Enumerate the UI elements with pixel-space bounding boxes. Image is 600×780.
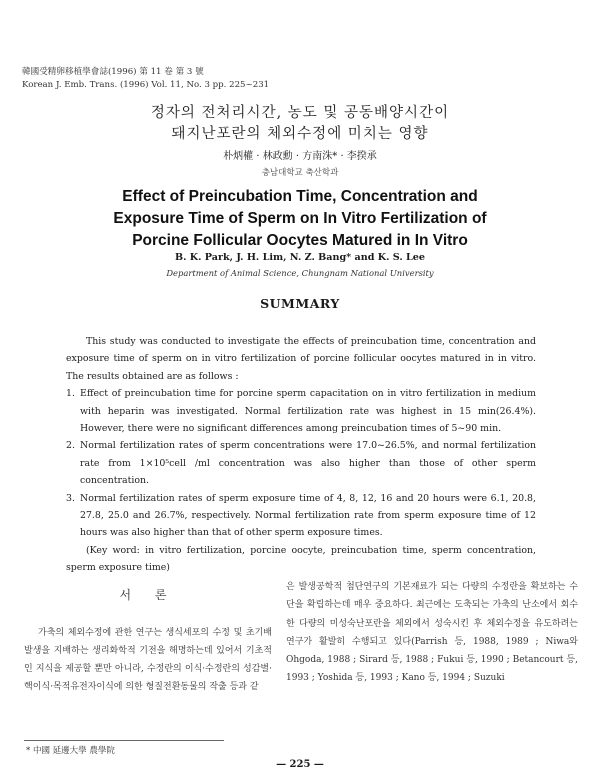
korean-title <box>0 103 600 145</box>
english-title <box>0 186 600 252</box>
keywords: (Key word: in vitro fertilization, porcine oocyte, preincubation time, sperm concentration, sperm exposure time) <box>66 544 536 574</box>
journal-line-english: Korean J. Emb. Trans. (1996) Vol. 11, No. 3 pp. 225~231 <box>22 80 270 90</box>
result-number: 3. <box>66 492 75 504</box>
result-text: Normal fertilization rates of sperm concentrations were 17.0~26.5%, and normal fertilization rate from 1×10⁵cell /ml concentration was also higher than those of other sperm concentration. <box>80 440 536 487</box>
english-department: Department of Animal Science, Chungnam National University <box>166 268 434 278</box>
korean-department: 충남대학교 축산학과 <box>261 168 339 178</box>
result-item <box>66 385 536 437</box>
english-title-line: Porcine Follicular Oocytes Matured in In Vitro <box>132 232 468 249</box>
summary-body <box>66 333 536 577</box>
result-text: Effect of preincubation time for porcine sperm capacitation on in vitro fertilization in medium with heparin was investigated. Normal fertilization rate was highest in 15 min(26.4%). However, there were no significant differences among preincubation times of 5~90 min. <box>80 388 536 435</box>
result-item <box>66 437 536 489</box>
results-list <box>66 385 536 542</box>
result-text: Normal fertilization rates of sperm exposure time of 4, 8, 12, 16 and 20 hours were 6.1, 20.8, 27.8, 25.0 and 26.7%, respectively. Normal fertilization rate from sperm exposure time of 12 hours was also higher than that of other sperm exposure times. <box>80 492 536 539</box>
intro-heading: 서 론 <box>119 588 177 602</box>
page-number: — 225 — <box>276 759 324 770</box>
english-title-line: Effect of Preincubation Time, Concentration and <box>122 188 478 205</box>
result-number: 1. <box>66 388 75 400</box>
korean-authors: 朴炳權 · 林政勳 · 方南洙* · 李揆承 <box>223 151 377 162</box>
journal-line-korean: 韓國受精卵移植學會誌(1996) 第 11 卷 第 3 號 <box>22 67 204 77</box>
korean-title-line: 돼지난포란의 체외수정에 미치는 영향 <box>171 126 429 142</box>
journal-citation <box>22 66 269 92</box>
intro-paragraph-continued: 은 발생공학적 첨단연구의 기본재료가 되는 다량의 수정란을 확보하는 수단을 확립하는데 매우 중요하다. 최근에는 도축되는 가축의 난소에서 회수한 다량의 미성숙난포란을 체외에서 성숙시킨 후 체외수정을 유도하려는 연구가 활발히 수행되고 있다(Parrish 등, 1988, 1989 ; Niwa와 Ohgoda, 1988 ; Sirard 등, 1988 ; Fukui 등, 1990 ; Betancourt 등, 1993 ; Yoshida 등, 1993 ; Kano 등, 1994 ; Suzuki <box>286 582 578 684</box>
english-title-line: Exposure Time of Sperm on In Vitro Fertilization of <box>113 210 487 227</box>
summary-heading: SUMMARY <box>260 296 340 311</box>
intro-paragraph: 가축의 체외수정에 관한 연구는 생식세포의 수정 및 초기배발생을 지배하는 생리화학적 기전을 해명하는데 있어서 기초적인 지식을 제공할 뿐만 아니라, 수정란의 이식·수정란의 성감별·핵이식·목적유전자이식에 의한 형질전환동물의 작출 등과 같 <box>24 628 272 692</box>
result-item <box>66 490 536 542</box>
intro-left-column <box>24 584 272 696</box>
summary-intro: This study was conducted to investigate the effects of preincubation time, concentration and exposure time of sperm on in vitro fertilization of porcine follicular oocytes matured in in vitro. The results obtained are as follows : <box>66 336 536 382</box>
korean-title-line: 정자의 전처리시간, 농도 및 공동배양시간이 <box>150 105 450 121</box>
result-number: 2. <box>66 440 75 452</box>
footnote-divider <box>24 740 224 741</box>
english-authors: B. K. Park, J. H. Lim, N. Z. Bang* and K. S. Lee <box>175 252 425 263</box>
intro-right-column <box>286 578 578 688</box>
footnote: * 中國 延邊大學 農學院 <box>26 746 115 756</box>
